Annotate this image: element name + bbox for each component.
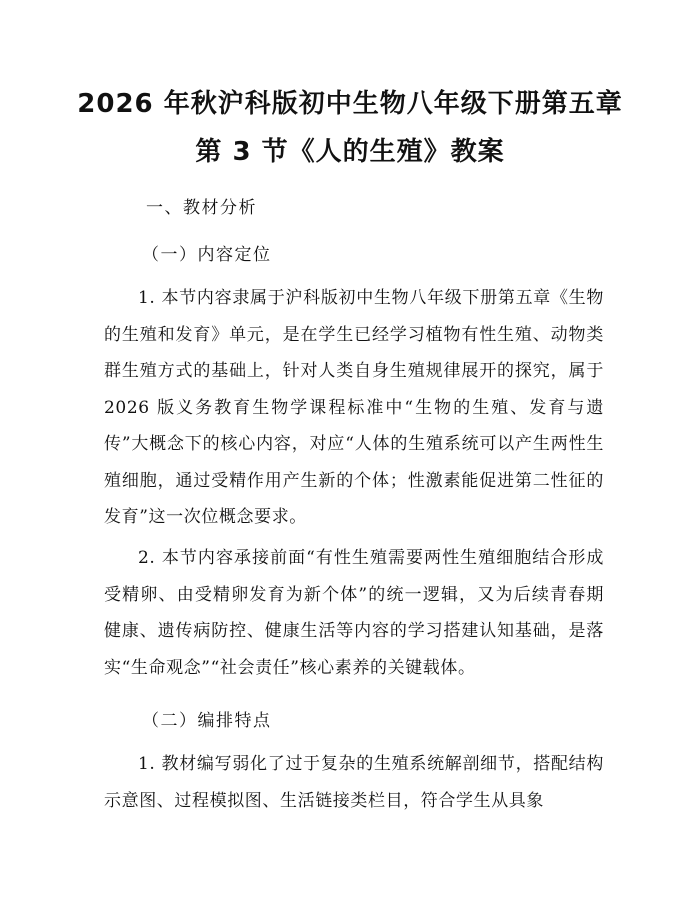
paragraph-content-positioning-1: 1. 本节内容隶属于沪科版初中生物八年级下册第五章《生物的生殖和发育》单元，是在学生已经学习植物有性生殖、动物类群生殖方式的基础上，针对人类自身生殖规律展开的探究，属于 2026 版义务教育生物学课程标准中“生物的生殖、发育与遗传”大概念下的核心内容，对应“人体的生殖系统可以产生两性生殖细胞，通过受精作用产生新的个体；性激素能促进第二性征的发育”这一次位概念要求。 [104,288,604,527]
subsection-heading-content-positioning: （一）内容定位 [142,245,272,265]
subsection-heading-layout-features: （二）编排特点 [142,711,272,731]
document-title-line-1: 2026 年秋沪科版初中生物八年级下册第五章 [77,89,623,119]
document-title-line-2: 第 3 节《人的生殖》教案 [195,137,505,167]
paragraph-layout-features-1: 1. 教材编写弱化了过于复杂的生殖系统解剖细节，搭配结构示意图、过程模拟图、生活链接类栏目，符合学生从具象 [104,754,604,811]
paragraph-content-positioning-2: 2. 本节内容承接前面“有性生殖需要两性生殖细胞结合形成受精卵、由受精卵发育为新个体”的统一逻辑，又为后续青春期健康、遗传病防控、健康生活等内容的学习搭建认知基础，是落实“生命观念”“社会责任”核心素养的关键载体。 [104,548,604,678]
section-heading-textbook-analysis: 一、教材分析 [146,198,257,218]
